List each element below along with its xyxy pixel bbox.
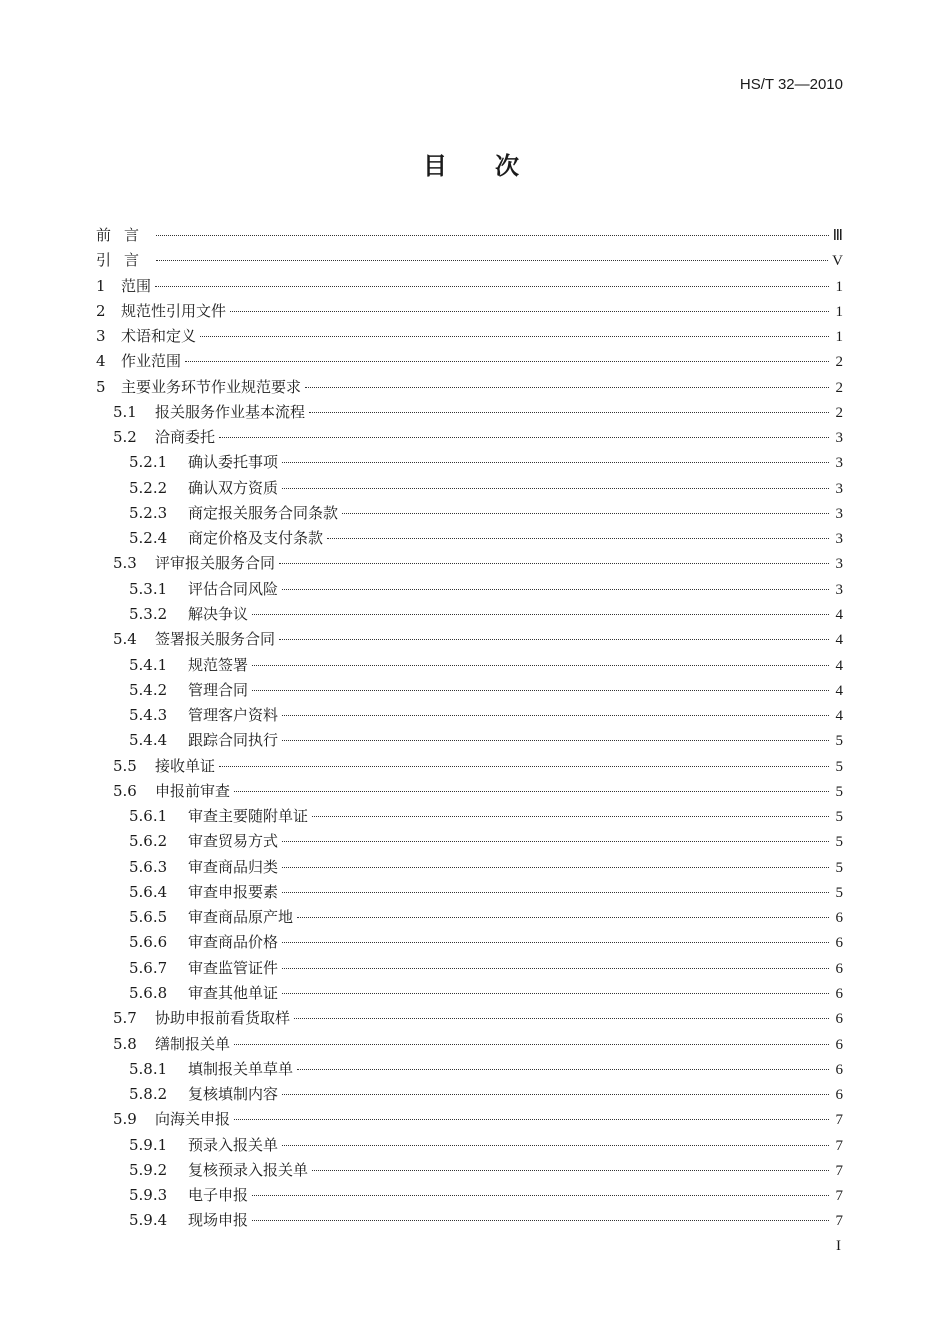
toc-entry-label: 商定价格及支付条款 bbox=[188, 529, 324, 548]
toc-entry[interactable] bbox=[96, 729, 843, 754]
toc-entry-page: 7 bbox=[835, 1137, 843, 1154]
toc-entry[interactable] bbox=[96, 957, 843, 982]
toc-entry-number: 5.1 bbox=[113, 402, 137, 421]
toc-entry-label: 商定报关服务合同条款 bbox=[188, 503, 339, 522]
toc-entry-page: 2 bbox=[835, 379, 843, 396]
toc-entry[interactable] bbox=[96, 628, 843, 653]
toc-entry[interactable] bbox=[96, 1159, 843, 1184]
toc-entry-number: 5.4.3 bbox=[129, 706, 168, 725]
toc-entry[interactable] bbox=[96, 856, 843, 881]
toc-entry-page: 3 bbox=[835, 455, 843, 472]
toc-entry-number: 5.8.2 bbox=[129, 1085, 168, 1104]
toc-entry-label: 预录入报关单 bbox=[188, 1135, 279, 1154]
toc-entry-number: 5.2.3 bbox=[129, 503, 168, 522]
toc-entry-number: 5.6.5 bbox=[129, 908, 168, 927]
toc-entry-page: 3 bbox=[835, 430, 843, 447]
toc-entry-label: 审查商品原产地 bbox=[188, 908, 294, 927]
toc-entry-number: 5.2 bbox=[113, 428, 137, 447]
toc-entry-page: V bbox=[832, 253, 843, 270]
toc-entry-number: 5.8 bbox=[113, 1034, 137, 1053]
toc-entry-number: 5.6.6 bbox=[129, 933, 168, 952]
toc-entry-label: 填制报关单草单 bbox=[188, 1059, 294, 1078]
toc-dot-leader bbox=[282, 1145, 829, 1146]
toc-entry-label: 规范签署 bbox=[188, 655, 249, 674]
toc-entry-page: 1 bbox=[835, 329, 843, 346]
toc-entry-number: 3 bbox=[96, 327, 106, 346]
toc-entry-label: 确认双方资质 bbox=[188, 478, 279, 497]
toc-entry-label: 协助申报前看货取样 bbox=[155, 1009, 291, 1028]
toc-entry-label: 管理合同 bbox=[188, 680, 249, 699]
toc-dot-leader bbox=[234, 791, 829, 792]
toc-entry-number: 5.4.1 bbox=[129, 655, 168, 674]
toc-entry-page: 5 bbox=[835, 783, 843, 800]
toc-entry-page: 5 bbox=[835, 733, 843, 750]
toc-entry-page: 5 bbox=[835, 859, 843, 876]
toc-entry-number: 5.8.1 bbox=[129, 1059, 168, 1078]
toc-entry-page: 3 bbox=[835, 505, 843, 522]
toc-dot-leader bbox=[305, 387, 829, 388]
page-title: 目次 bbox=[423, 152, 567, 180]
toc-entry[interactable] bbox=[96, 376, 843, 401]
toc-entry-number: 5.9.3 bbox=[129, 1186, 168, 1205]
toc-entry-label: 前言 bbox=[96, 226, 153, 244]
toc-dot-leader bbox=[297, 1069, 829, 1070]
toc-dot-leader bbox=[234, 1119, 829, 1120]
toc-dot-leader bbox=[282, 942, 829, 943]
toc-entry[interactable] bbox=[96, 300, 843, 325]
toc-entry[interactable] bbox=[96, 1184, 843, 1209]
toc-entry-page: 4 bbox=[835, 657, 843, 674]
toc-entry[interactable] bbox=[96, 502, 843, 527]
toc-entry[interactable] bbox=[96, 578, 843, 603]
toc-entry-label: 规范性引用文件 bbox=[121, 301, 227, 320]
toc-entry-number: 5.9.2 bbox=[129, 1160, 168, 1179]
toc-entry[interactable] bbox=[96, 224, 843, 249]
toc-entry-number: 5.4 bbox=[113, 630, 137, 649]
toc-entry[interactable] bbox=[96, 780, 843, 805]
toc-entry-page: 5 bbox=[835, 758, 843, 775]
toc-dot-leader bbox=[200, 336, 829, 337]
toc-entry[interactable] bbox=[96, 830, 843, 855]
toc-entry-label: 审查主要随附单证 bbox=[188, 807, 309, 826]
toc-dot-leader bbox=[279, 563, 829, 564]
toc-entry[interactable] bbox=[96, 906, 843, 931]
toc-entry-page: Ⅲ bbox=[832, 228, 843, 244]
toc-entry-number: 5 bbox=[96, 377, 106, 396]
toc-entry[interactable] bbox=[96, 1033, 843, 1058]
toc-entry-page: 3 bbox=[835, 480, 843, 497]
toc-entry[interactable] bbox=[96, 805, 843, 830]
toc-dot-leader bbox=[279, 639, 829, 640]
toc-entry-number: 5.6.1 bbox=[129, 807, 168, 826]
toc-entry-page: 6 bbox=[835, 1087, 843, 1104]
toc-entry-label: 作业范围 bbox=[121, 352, 182, 371]
toc-entry-number: 5.9.1 bbox=[129, 1135, 168, 1154]
toc-entry-label: 审查商品价格 bbox=[188, 933, 279, 952]
toc-entry-page: 1 bbox=[835, 278, 843, 295]
toc-entry[interactable] bbox=[96, 679, 843, 704]
toc-entry-page: 6 bbox=[835, 910, 843, 927]
toc-entry[interactable] bbox=[96, 1083, 843, 1108]
toc-dot-leader bbox=[252, 1220, 829, 1221]
toc-entry[interactable] bbox=[96, 426, 843, 451]
toc-entry[interactable] bbox=[96, 654, 843, 679]
toc-entry[interactable] bbox=[96, 401, 843, 426]
toc-dot-leader bbox=[282, 589, 829, 590]
toc-dot-leader bbox=[219, 766, 829, 767]
toc-dot-leader bbox=[219, 437, 829, 438]
toc-entry-label: 审查贸易方式 bbox=[188, 832, 279, 851]
standard-code: HS/T 32—2010 bbox=[739, 76, 843, 93]
toc-entry[interactable] bbox=[96, 881, 843, 906]
toc-entry[interactable] bbox=[96, 552, 843, 577]
toc-entry-page: 6 bbox=[835, 985, 843, 1002]
toc-entry-label: 报关服务作业基本流程 bbox=[155, 402, 306, 421]
toc-entry[interactable] bbox=[96, 931, 843, 956]
toc-entry-page: 5 bbox=[835, 834, 843, 851]
toc-dot-leader bbox=[282, 715, 829, 716]
toc-entry[interactable] bbox=[96, 755, 843, 780]
toc-entry[interactable] bbox=[96, 1134, 843, 1159]
toc-entry-page: 6 bbox=[835, 935, 843, 952]
toc-entry[interactable] bbox=[96, 527, 843, 552]
toc-entry-label: 复核填制内容 bbox=[188, 1085, 279, 1104]
toc-entry-label: 引言 bbox=[96, 251, 153, 270]
toc-entry-page: 6 bbox=[835, 1036, 843, 1053]
toc-entry-page: 1 bbox=[835, 303, 843, 320]
toc-dot-leader bbox=[252, 614, 829, 615]
toc-dot-leader bbox=[282, 462, 829, 463]
toc-entry-label: 审查申报要素 bbox=[188, 882, 279, 901]
toc-dot-leader bbox=[282, 968, 829, 969]
toc-entry-label: 缮制报关单 bbox=[155, 1034, 231, 1053]
toc-entry-label: 审查商品归类 bbox=[188, 857, 279, 876]
toc-entry-page: 6 bbox=[835, 1061, 843, 1078]
toc-entry-number: 5.4.2 bbox=[129, 680, 168, 699]
toc-entry-number: 5.9 bbox=[113, 1110, 137, 1129]
toc-entry[interactable] bbox=[96, 249, 843, 274]
toc-dot-leader bbox=[282, 892, 829, 893]
toc-dot-leader bbox=[282, 740, 829, 741]
toc-entry-label: 确认委托事项 bbox=[188, 453, 279, 472]
toc-entry-number: 5.9.4 bbox=[129, 1211, 168, 1230]
toc-dot-leader bbox=[282, 1094, 829, 1095]
toc-entry-number: 5.6.4 bbox=[129, 882, 168, 901]
toc-entry-label: 跟踪合同执行 bbox=[188, 731, 279, 750]
toc-entry-number: 5.4.4 bbox=[129, 731, 168, 750]
toc-entry-page: 5 bbox=[835, 884, 843, 901]
toc-dot-leader bbox=[156, 260, 828, 261]
toc-entry-label: 管理客户资料 bbox=[188, 706, 279, 725]
toc-entry[interactable] bbox=[96, 1007, 843, 1032]
toc-dot-leader bbox=[156, 235, 829, 236]
toc-entry-page: 7 bbox=[835, 1162, 843, 1179]
toc-entry-label: 复核预录入报关单 bbox=[188, 1160, 309, 1179]
toc-entry-label: 洽商委托 bbox=[155, 428, 216, 447]
toc-entry-number: 5.3 bbox=[113, 554, 137, 573]
toc-entry-number: 5.6.7 bbox=[129, 958, 168, 977]
toc-dot-leader bbox=[234, 1044, 829, 1045]
toc-dot-leader bbox=[312, 816, 829, 817]
page-number: I bbox=[836, 1238, 841, 1254]
toc-entry-label: 解决争议 bbox=[188, 604, 249, 623]
toc-entry-number: 5.2.1 bbox=[129, 453, 168, 472]
toc-dot-leader bbox=[282, 993, 829, 994]
toc-entry-label: 电子申报 bbox=[188, 1186, 249, 1205]
toc-entry-label: 申报前审查 bbox=[155, 781, 231, 800]
toc-dot-leader bbox=[252, 1195, 829, 1196]
toc-entry-label: 向海关申报 bbox=[155, 1110, 231, 1129]
toc-entry-number: 1 bbox=[96, 276, 106, 295]
toc-dot-leader bbox=[230, 311, 829, 312]
toc-entry-number: 2 bbox=[96, 301, 106, 320]
toc-dot-leader bbox=[342, 513, 829, 514]
toc-entry[interactable] bbox=[96, 451, 843, 476]
toc-entry-label: 签署报关服务合同 bbox=[155, 630, 276, 649]
toc-dot-leader bbox=[252, 665, 829, 666]
toc-entry-page: 6 bbox=[835, 1011, 843, 1028]
toc-dot-leader bbox=[252, 690, 829, 691]
toc-entry-page: 7 bbox=[835, 1188, 843, 1205]
toc-entry-number: 5.6.2 bbox=[129, 832, 168, 851]
toc-entry-label: 审查其他单证 bbox=[188, 983, 279, 1002]
toc-entry-label: 主要业务环节作业规范要求 bbox=[121, 377, 302, 396]
toc-entry-number: 5.3.2 bbox=[129, 604, 168, 623]
toc-entry-page: 4 bbox=[835, 632, 843, 649]
toc-dot-leader bbox=[282, 867, 829, 868]
toc-entry-page: 2 bbox=[835, 354, 843, 371]
toc-entry-number: 5.6.3 bbox=[129, 857, 168, 876]
toc-entry-page: 6 bbox=[835, 960, 843, 977]
toc-entry-number: 5.7 bbox=[113, 1009, 137, 1028]
toc-entry[interactable] bbox=[96, 1058, 843, 1083]
toc-dot-leader bbox=[309, 412, 829, 413]
toc-dot-leader bbox=[312, 1170, 829, 1171]
toc-entry-label: 审查监管证件 bbox=[188, 958, 279, 977]
toc-entry-number: 5.2.2 bbox=[129, 478, 168, 497]
toc-entry[interactable] bbox=[96, 704, 843, 729]
toc-dot-leader bbox=[155, 286, 829, 287]
toc-entry-number: 5.2.4 bbox=[129, 529, 168, 548]
toc-entry[interactable] bbox=[96, 275, 843, 300]
toc-entry-page: 4 bbox=[835, 682, 843, 699]
toc-entry-page: 7 bbox=[835, 1213, 843, 1230]
toc-entry-page: 7 bbox=[835, 1112, 843, 1129]
toc-entry-number: 5.5 bbox=[113, 756, 137, 775]
toc-entry-label: 接收单证 bbox=[155, 756, 216, 775]
toc-entry-label: 评估合同风险 bbox=[188, 579, 279, 598]
toc-entry-page: 5 bbox=[835, 809, 843, 826]
toc-entry-number: 5.6 bbox=[113, 781, 137, 800]
toc-entry-number: 5.6.8 bbox=[129, 983, 168, 1002]
toc-entry-label: 评审报关服务合同 bbox=[155, 554, 276, 573]
toc-dot-leader bbox=[327, 538, 829, 539]
toc-entry[interactable] bbox=[96, 1108, 843, 1133]
toc-entry-page: 4 bbox=[835, 708, 843, 725]
toc-entry-label: 范围 bbox=[121, 276, 152, 295]
toc-dot-leader bbox=[185, 361, 829, 362]
toc-entry-label: 现场申报 bbox=[188, 1211, 249, 1230]
toc-entry[interactable] bbox=[96, 982, 843, 1007]
toc-dot-leader bbox=[282, 841, 829, 842]
toc-dot-leader bbox=[294, 1018, 829, 1019]
table-of-contents bbox=[96, 224, 843, 1235]
toc-entry-page: 3 bbox=[835, 531, 843, 548]
toc-entry-page: 4 bbox=[835, 606, 843, 623]
toc-dot-leader bbox=[282, 488, 829, 489]
toc-entry-page: 2 bbox=[835, 404, 843, 421]
toc-entry-number: 5.3.1 bbox=[129, 579, 168, 598]
toc-entry[interactable] bbox=[96, 603, 843, 628]
toc-dot-leader bbox=[297, 917, 829, 918]
toc-entry-page: 3 bbox=[835, 556, 843, 573]
toc-entry-label: 术语和定义 bbox=[121, 327, 197, 346]
toc-entry[interactable] bbox=[96, 325, 843, 350]
toc-entry[interactable] bbox=[96, 477, 843, 502]
toc-entry-page: 3 bbox=[835, 581, 843, 598]
toc-entry-number: 4 bbox=[96, 352, 106, 371]
toc-entry[interactable] bbox=[96, 350, 843, 375]
toc-entry[interactable] bbox=[96, 1209, 843, 1234]
